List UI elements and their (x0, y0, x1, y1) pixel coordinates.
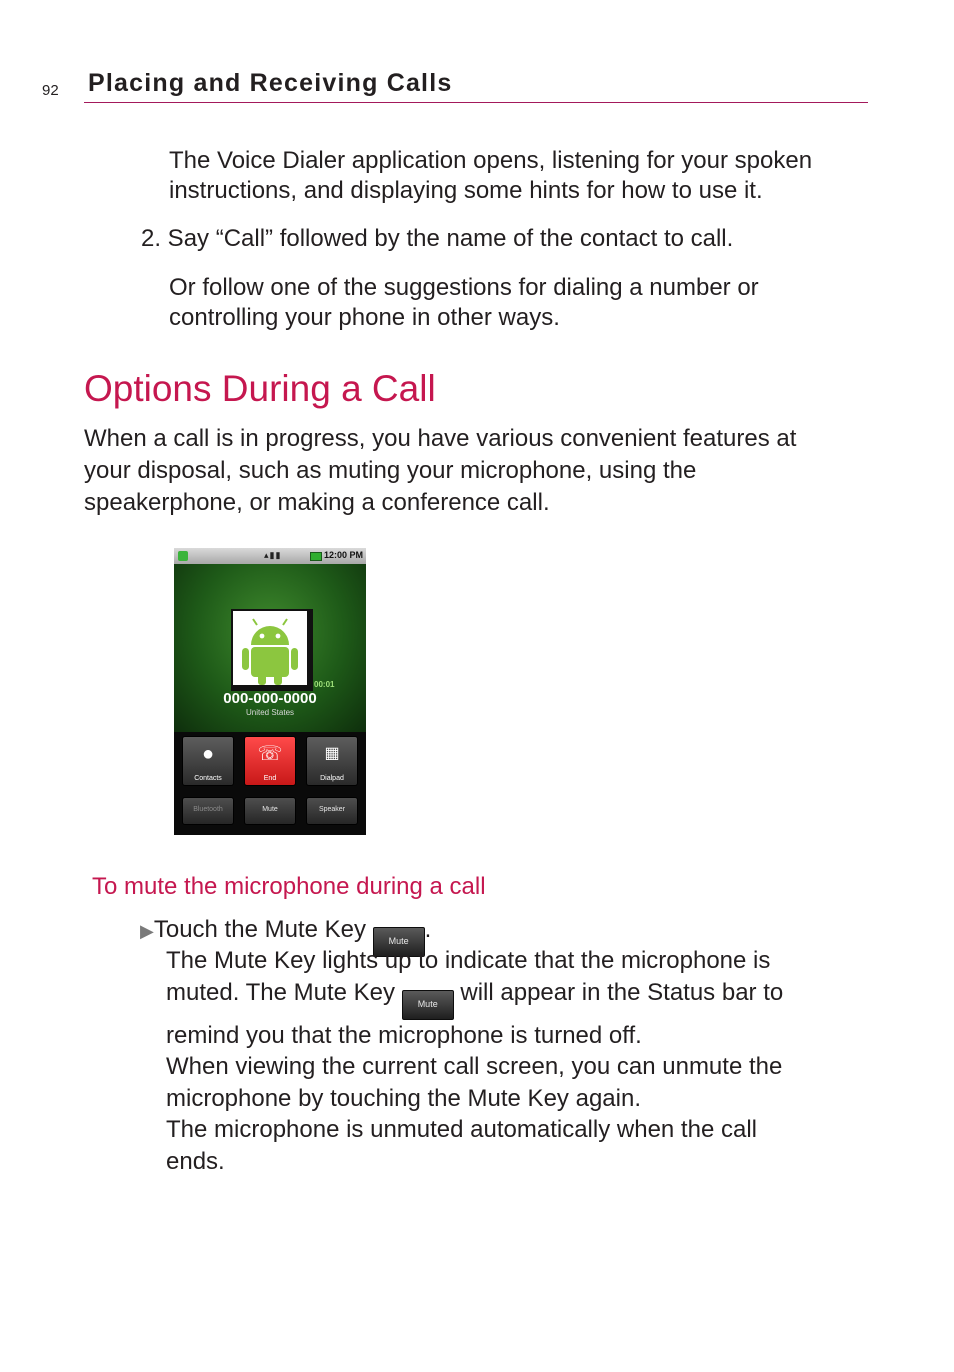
android-avatar-icon (231, 609, 313, 691)
mute-key-term: Mute Key (293, 978, 396, 1006)
end-call-button[interactable] (244, 736, 296, 786)
contacts-button[interactable] (182, 736, 234, 786)
mute-subheading: To mute the microphone during a call (92, 873, 486, 900)
text-fragment: lights up to indicate that the microphone is (315, 947, 771, 974)
step-2 (141, 224, 733, 254)
in-call-screenshot (174, 548, 366, 835)
text-fragment: muted. The (166, 978, 294, 1006)
text-line: When a call is in progress, you have various convenient features at (84, 425, 797, 452)
signal-icon: ▴▮▮ (264, 550, 282, 560)
page-number: 92 (42, 82, 59, 99)
text-line: your disposal, such as muting your microphone, using the (84, 457, 697, 484)
dialpad-label: Dialpad (320, 775, 344, 782)
status-bar (174, 548, 366, 564)
dialpad-button[interactable] (306, 736, 358, 786)
contacts-label: Contacts (194, 775, 222, 782)
text-line: The microphone is unmuted automatically when the call (166, 1116, 757, 1143)
bullet-arrow-icon: ▶ (140, 921, 154, 941)
text-fragment: again. (568, 1084, 641, 1112)
mute-label: Mute (262, 806, 278, 813)
mute-key-term: Mute Key (467, 1084, 569, 1112)
speaker-button[interactable] (306, 797, 358, 825)
text-fragment: . (424, 916, 432, 943)
text-line: remind you that the microphone is turned off. (166, 1021, 642, 1049)
mute-status-icon: Mute (402, 990, 454, 1020)
running-head: Placing and Receiving Calls (88, 69, 453, 97)
end-label: End (263, 775, 277, 782)
call-in-progress-icon (178, 551, 188, 561)
caller-location: United States (245, 708, 295, 717)
text-line: 2. Say “Call” followed by the name of the contact to call. (141, 225, 734, 252)
mute-key-icon: Mute (373, 927, 425, 957)
status-clock: 12:00 PM (324, 550, 364, 560)
suggestions-paragraph (169, 273, 759, 333)
bluetooth-label: Bluetooth (193, 806, 223, 813)
section-title: Options During a Call (84, 368, 436, 409)
text-fragment: will appear in the Status bar to (453, 978, 784, 1006)
section-body (84, 423, 796, 519)
text-line: instructions, and displaying some hints for how to use it. (169, 177, 763, 204)
bluetooth-button[interactable] (182, 797, 234, 825)
hang-up-icon: ☏ (257, 743, 283, 765)
voice-dialer-paragraph (169, 146, 812, 206)
mute-button[interactable] (244, 797, 296, 825)
mute-key-term: Mute Key (214, 947, 316, 974)
mute-key-term: Mute Key (264, 916, 366, 943)
call-timer: 00:01 (314, 680, 335, 689)
caller-panel (174, 564, 366, 732)
speaker-label: Speaker (318, 806, 346, 813)
text-line: Or follow one of the suggestions for dialing a number or (169, 274, 759, 301)
text-line: When viewing the current call screen, you can unmute the (166, 1053, 783, 1080)
text-fragment: Touch the (153, 916, 265, 943)
text-line: ends. (166, 1147, 225, 1175)
text-line: speakerphone, or making a conference call. (84, 489, 550, 516)
text-fragment: The (166, 947, 215, 974)
caller-number: 000-000-0000 (223, 690, 317, 707)
dialpad-icon: ▦ (324, 745, 340, 762)
text-line: The Voice Dialer application opens, listening for your spoken (169, 147, 813, 174)
text-line: controlling your phone in other ways. (169, 304, 560, 331)
text-fragment: microphone by touching the (166, 1084, 468, 1112)
header-rule (84, 102, 868, 103)
mute-explanation (166, 945, 783, 1177)
battery-icon (310, 552, 322, 561)
person-icon: ● (201, 743, 215, 765)
